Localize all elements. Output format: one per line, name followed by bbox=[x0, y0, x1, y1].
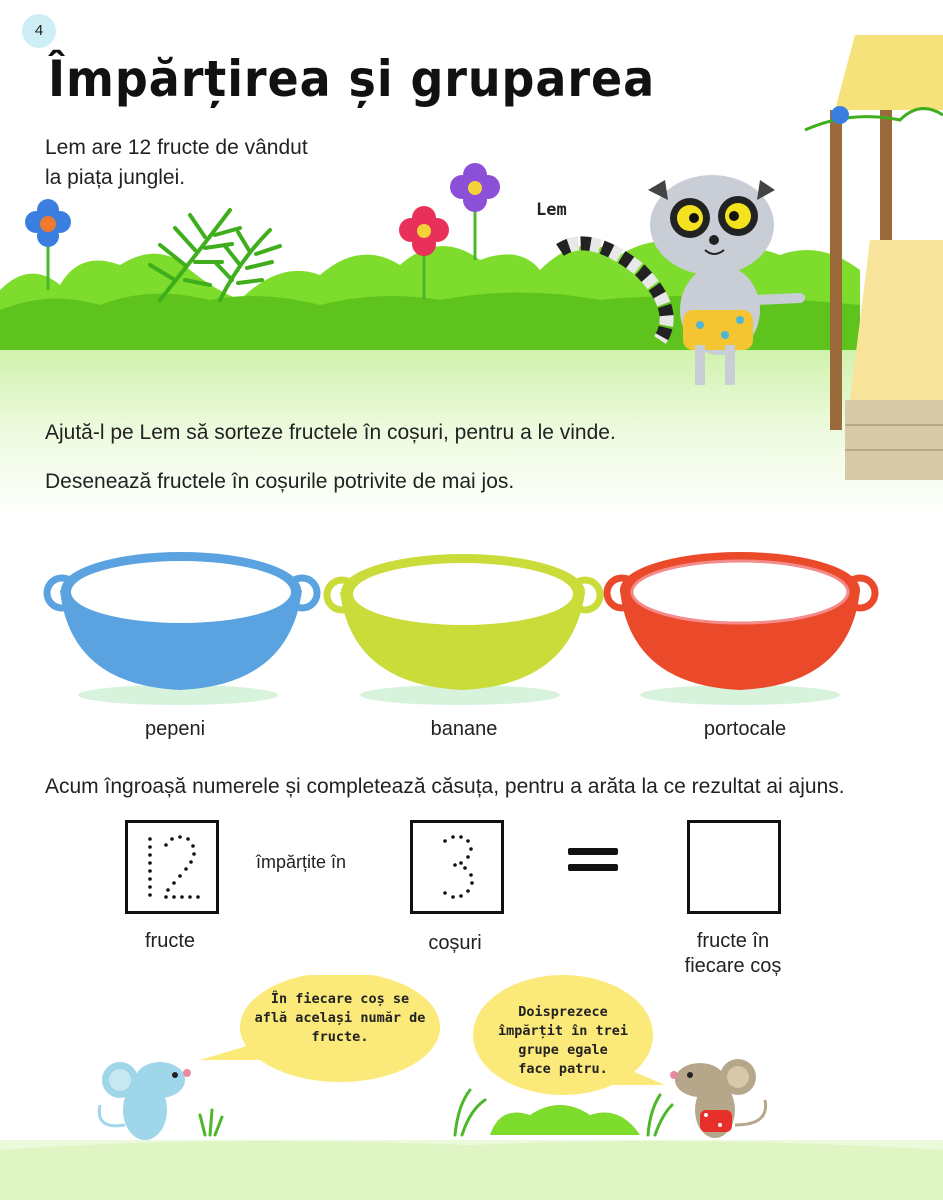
character-label: Lem bbox=[536, 200, 567, 220]
intro-text bbox=[45, 133, 308, 193]
result-answer-box[interactable] bbox=[687, 820, 781, 914]
basket-blue[interactable] bbox=[47, 552, 317, 705]
baskets-area bbox=[40, 545, 890, 710]
divisor-box[interactable] bbox=[410, 820, 504, 914]
dividend-caption: fructe bbox=[144, 930, 196, 952]
bubble-right-line-2: împărțit în trei bbox=[497, 1023, 629, 1039]
mouse-brown-icon bbox=[670, 1059, 766, 1138]
dotted-number-12 bbox=[128, 823, 216, 911]
basket-yellow[interactable] bbox=[327, 554, 600, 705]
equals-sign bbox=[568, 848, 618, 878]
page-number-badge: 4 bbox=[22, 14, 56, 48]
result-caption-line-1: fructe în bbox=[696, 930, 770, 952]
dividend-box[interactable] bbox=[125, 820, 219, 914]
equation-prompt: Acum îngroașă numerele și completează căsuța, pentru a arăta la ce rezultat ai ajuns. bbox=[45, 775, 845, 798]
basket-label-pepeni: pepeni bbox=[144, 718, 206, 740]
bubble-left-text bbox=[245, 990, 435, 1047]
bubble-left-line-3: fructe. bbox=[311, 1029, 369, 1045]
bottom-scene bbox=[0, 975, 943, 1200]
result-caption bbox=[663, 929, 803, 979]
bubble-right-text bbox=[488, 1003, 638, 1079]
page-title: Împărțirea și gruparea bbox=[48, 50, 656, 108]
bubble-left-line-2: află același număr de bbox=[254, 1010, 426, 1026]
bubble-right-line-1: Doisprezece bbox=[518, 1004, 608, 1020]
instruction-1: Ajută-l pe Lem să sorteze fructele în coșuri, pentru a le vinde. bbox=[45, 421, 616, 444]
bubble-right-line-4: face patru. bbox=[518, 1061, 608, 1077]
intro-line-2: la piața junglei. bbox=[45, 166, 186, 189]
instruction-2: Desenează fructele în coșurile potrivite de mai jos. bbox=[45, 470, 515, 493]
basket-label-portocale: portocale bbox=[703, 718, 787, 740]
bubble-left-line-1: În fiecare coș se bbox=[270, 991, 410, 1007]
bubble-right-line-3: grupe egale bbox=[518, 1042, 608, 1058]
basket-label-banane: banane bbox=[430, 718, 498, 740]
mouse-blue-icon bbox=[99, 1062, 191, 1140]
divisor-caption: coșuri bbox=[428, 932, 482, 954]
basket-orange[interactable] bbox=[607, 552, 875, 705]
result-caption-line-2: fiecare coș bbox=[684, 955, 782, 977]
operator-label: împărțite în bbox=[256, 852, 347, 872]
intro-line-1: Lem are 12 fructe de vândut bbox=[45, 136, 308, 159]
dotted-number-3 bbox=[413, 823, 501, 911]
flower-purple-icon bbox=[450, 163, 500, 260]
